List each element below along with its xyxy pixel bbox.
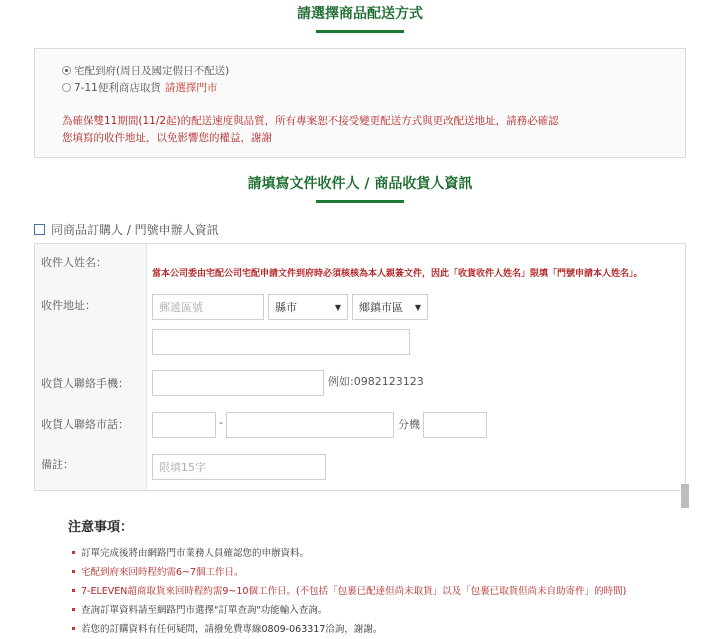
mobile-input[interactable] [152,370,324,396]
phone-dash: - [219,416,223,429]
area-code-input[interactable] [152,412,216,438]
shipping-notice-line2: 您填寫的收件地址，以免影響您的權益，謝謝 [62,132,272,144]
city-select-value: 縣市 [275,301,297,314]
address-detail-input[interactable] [152,329,410,355]
mobile-label: 收貨人聯絡手機： [41,377,129,390]
note-text: 若您的訂購資料有任何疑問，請撥免費專線0809-063317洽詢，謝謝。 [81,624,383,635]
same-as-buyer-row[interactable] [34,221,219,238]
phone-number-input[interactable] [226,412,394,438]
same-as-buyer-checkbox[interactable] [34,224,45,235]
recipient-name-label: 收件人姓名： [41,256,107,269]
home-delivery-option[interactable] [62,63,229,78]
store-pickup-option[interactable] [62,80,217,95]
note-text: 7-ELEVEN超商取貨來回時程約需9~10個工作日。(不包括「包裹已配達但尚未取貨」以及「包裹已取貨但尚未自助寄件」的時間) [81,586,627,597]
select-store-link[interactable]: 請選擇門市 [164,82,218,94]
recipient-section-title: 請填寫文件收件人 / 商品收貨人資訊 [247,176,473,192]
recipient-form [34,243,686,491]
city-select[interactable] [268,294,348,320]
home-delivery-radio[interactable] [62,66,71,75]
shipping-notice-line1: 為確保雙11期間(11/2起)的配送速度與品質，所有專案恕不接受變更配送方式與更改配送地址，請務必確認 [62,115,559,127]
note-item [72,602,327,616]
note-text: 訂單完成後將由網路門市業務人員確認您的申辦資料。 [81,548,310,559]
bullet-icon [72,608,75,611]
district-select-value: 鄉鎮市區 [359,301,403,314]
notes-title: 注意事項： [68,520,134,535]
shipping-title-underline [316,30,404,33]
note-text: 宅配到府來回時程約需6~7個工作日。 [81,567,244,578]
mobile-example: 例如:0982123123 [328,375,424,388]
zip-code-input[interactable]: 郵遞區號 [152,294,264,320]
bullet-icon [72,627,75,630]
bullet-icon [72,570,75,573]
same-as-buyer-label: 同商品訂購人 / 門號申辦人資訊 [51,223,219,237]
address-label: 收件地址： [41,299,96,312]
scrollbar-thumb[interactable] [681,484,689,508]
landline-label: 收貨人聯絡市話： [41,418,129,431]
bullet-icon [72,551,75,554]
shipping-section-title: 請選擇商品配送方式 [297,6,423,22]
phone-ext-label: 分機 [398,418,420,431]
district-dropdown-icon: ▼ [414,302,421,312]
note-label: 備註： [41,458,74,471]
note-input[interactable]: 限填15字 [152,454,326,480]
recipient-name-warning: 當本公司委由宅配公司宅配申請文件到府時必須核核為本人親簽文件，因此「收貨收件人姓名」限填「門號申請本人姓名」。 [152,269,643,279]
note-item [72,564,244,578]
recipient-title-underline [316,200,404,203]
bullet-icon [72,589,75,592]
form-label-column [35,244,147,490]
note-item [72,621,382,635]
district-select[interactable] [352,294,428,320]
phone-ext-input[interactable] [423,412,487,438]
store-pickup-label: 7-11便利商店取貨 [74,82,161,94]
home-delivery-label: 宅配到府(周日及國定假日不配送) [74,65,230,77]
note-item [72,545,309,559]
note-text: 查詢訂單資料請至網路門市選擇"訂單查詢"功能輸入查詢。 [81,605,328,616]
note-item [72,583,626,597]
store-pickup-radio[interactable] [62,83,71,92]
city-dropdown-icon: ▼ [334,302,341,312]
